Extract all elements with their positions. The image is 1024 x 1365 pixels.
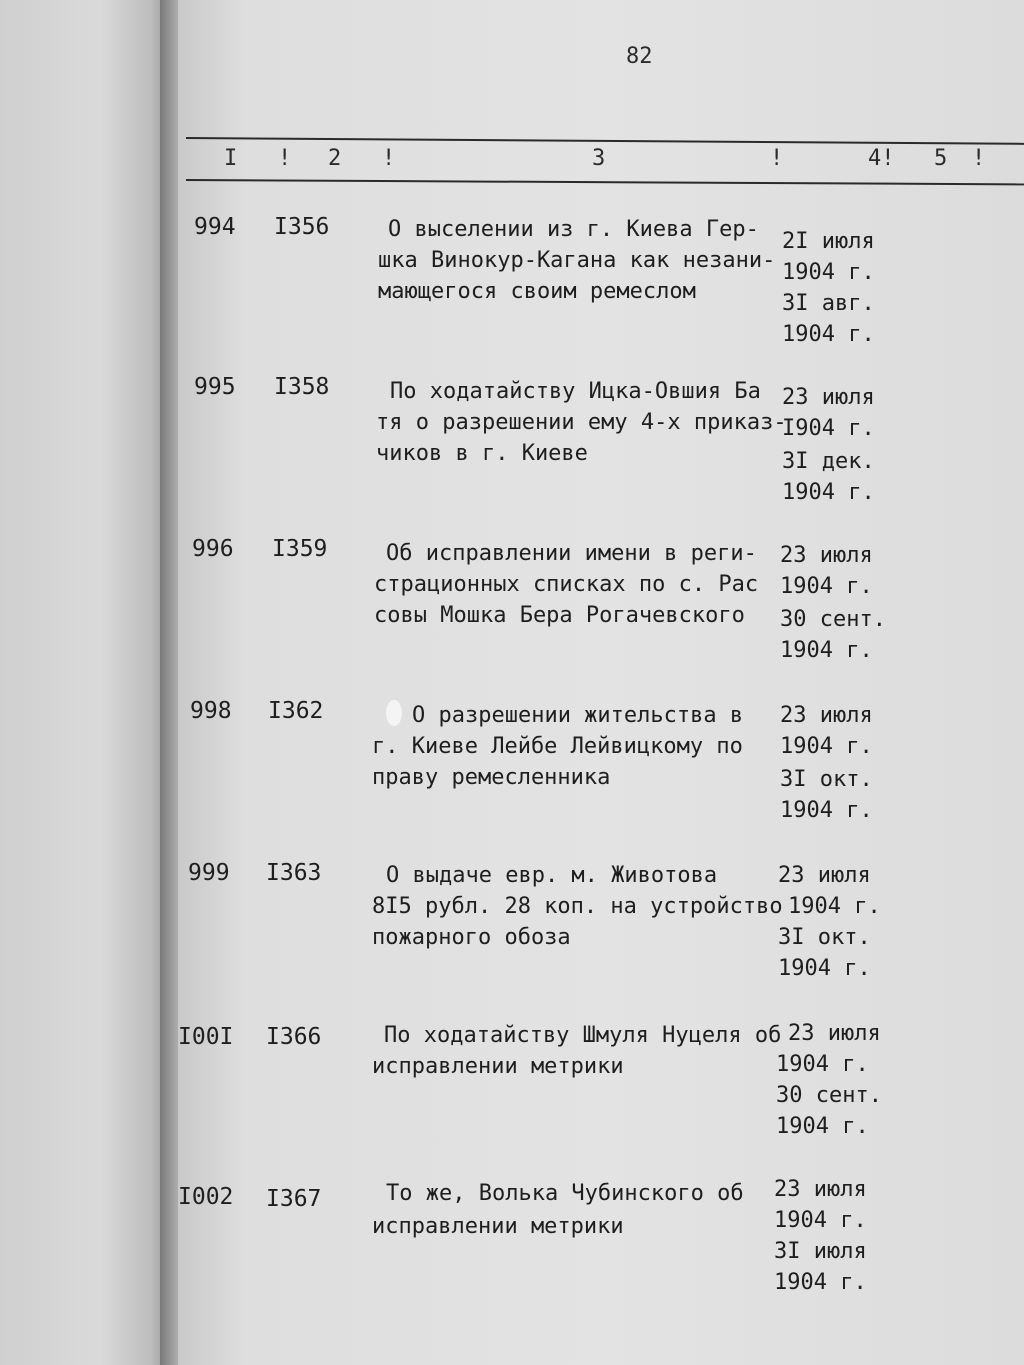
column-header-2: 2 (328, 146, 342, 171)
file-number: I362 (268, 698, 324, 724)
date-line: 3I дек. (782, 449, 875, 474)
date-line: 2I июля (782, 229, 875, 254)
description-line: По ходатайству Ицка-Овшия Ба (390, 379, 761, 404)
description-line: чиков в г. Киеве (376, 441, 588, 466)
previous-page-edge (0, 0, 168, 1365)
entry-number: I00I (178, 1024, 234, 1050)
date-line: 1904 г. (782, 480, 875, 505)
file-number: I359 (272, 536, 328, 562)
date-line: 1904 г. (782, 260, 875, 285)
date-line: 23 июля (780, 703, 873, 728)
description-line: г. Киеве Лейбе Лейвицкому по (372, 734, 743, 759)
entry-number: 994 (194, 214, 236, 240)
date-line: 30 сент. (776, 1083, 882, 1108)
description-line: исправлении метрики (372, 1214, 624, 1239)
paper-blemish (386, 700, 402, 726)
date-line: 3I авг. (782, 291, 875, 316)
date-line: 3I окт. (778, 925, 871, 950)
date-line: 1904 г. (780, 638, 873, 663)
date-line: 23 июля (788, 1021, 881, 1046)
description-line: праву ремесленника (372, 765, 611, 790)
column-header-1: I (224, 146, 238, 171)
date-line: 3I окт. (780, 767, 873, 792)
file-number: I366 (266, 1024, 322, 1050)
date-line: 1904 г. (780, 734, 873, 759)
page-number: 82 (626, 44, 653, 69)
column-separator: ! (972, 146, 986, 171)
date-line: 23 июля (780, 543, 873, 568)
document-page (178, 0, 1024, 1365)
column-header-4: 4! (868, 146, 895, 171)
column-header-3: 3 (592, 146, 606, 171)
date-line: 1904 г. (778, 956, 871, 981)
entry-number: 995 (194, 374, 236, 400)
date-line: 1904 г. (782, 322, 875, 347)
date-line: 3I июля (774, 1239, 867, 1264)
header-rule-top (186, 137, 1024, 145)
date-line: 1904 г. (788, 894, 881, 919)
description-line: О выселении из г. Киева Гер- (388, 217, 759, 242)
description-line: Об исправлении имени в реги- (386, 541, 757, 566)
description-line: исправлении метрики (372, 1054, 624, 1079)
description-line: О разрешении жительства в (412, 703, 744, 728)
entry-number: 999 (188, 860, 230, 886)
date-line: 1904 г. (776, 1052, 869, 1077)
description-line: пожарного обоза (372, 925, 571, 950)
date-line: 1904 г. (774, 1270, 867, 1295)
header-rule-bottom (186, 179, 1024, 185)
description-line: тя о разрешении ему 4-х приказ- (376, 410, 787, 435)
description-line: мающегося своим ремеслом (378, 279, 696, 304)
description-line: 8I5 рубл. 28 коп. на устройство (372, 894, 783, 919)
description-line: совы Мошка Бера Рогачевского (374, 603, 745, 628)
file-number: I367 (266, 1186, 322, 1212)
date-line: 1904 г. (780, 574, 873, 599)
column-header-5: 5 (934, 146, 948, 171)
date-line: 23 июля (774, 1177, 867, 1202)
date-line: 1904 г. (780, 798, 873, 823)
column-separator: ! (770, 146, 784, 171)
date-line: I904 г. (782, 416, 875, 441)
file-number: I358 (274, 374, 330, 400)
entry-number: 996 (192, 536, 234, 562)
column-separator: ! (278, 146, 292, 171)
description-line: По ходатайству Шмуля Нуцеля об (384, 1023, 782, 1048)
entry-number: 998 (190, 698, 232, 724)
date-line: 1904 г. (774, 1208, 867, 1233)
date-line: 30 сент. (780, 607, 886, 632)
file-number: I363 (266, 860, 322, 886)
date-line: 23 июля (778, 863, 871, 888)
file-number: I356 (274, 214, 330, 240)
description-line: страционных списках по с. Рас (374, 572, 759, 597)
description-line: шка Винокур-Кагана как незани- (378, 248, 776, 273)
date-line: 1904 г. (776, 1114, 869, 1139)
entry-number: I002 (178, 1184, 234, 1210)
description-line: О выдаче евр. м. Животова (386, 863, 718, 888)
date-line: 23 июля (782, 385, 875, 410)
description-line: То же, Волька Чубинского об (386, 1181, 744, 1206)
column-separator: ! (382, 146, 396, 171)
